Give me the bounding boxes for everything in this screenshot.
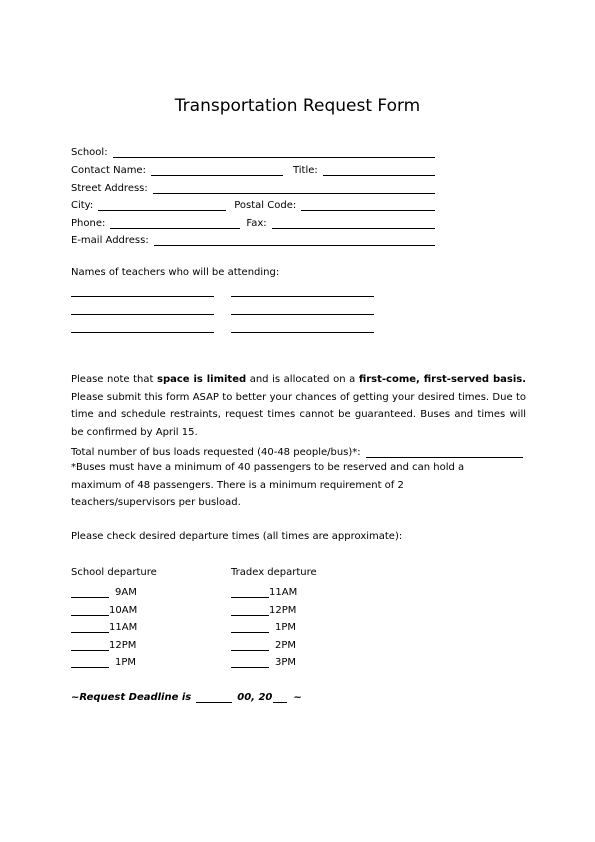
time-label: 3PM: [275, 657, 297, 669]
postal-code-label: Postal Code:: [234, 200, 297, 211]
note-paragraph: [71, 371, 526, 441]
departure-time-option[interactable]: [71, 637, 171, 651]
departure-time-option[interactable]: [231, 584, 331, 598]
teacher-name-field[interactable]: [71, 332, 214, 333]
phone-row: [71, 213, 435, 229]
departure-time-option[interactable]: [231, 602, 331, 616]
time-checkbox-line[interactable]: [71, 622, 109, 633]
school-departure-heading: School departure: [71, 567, 157, 578]
bus-loads-row: [71, 442, 523, 458]
time-checkbox-line[interactable]: [231, 657, 269, 668]
email-label: E-mail Address:: [71, 235, 149, 246]
fax-label: Fax:: [246, 218, 267, 229]
departure-time-option[interactable]: [71, 654, 171, 668]
time-checkbox-line[interactable]: [231, 587, 269, 598]
time-label: 2PM: [275, 639, 297, 651]
contact-name-label: Contact Name:: [71, 165, 146, 176]
teachers-heading: Names of teachers who will be attending:: [71, 267, 280, 278]
time-label: 9AM: [115, 587, 137, 598]
form-title: Transportation Request Form: [174, 96, 421, 116]
departure-time-option[interactable]: [71, 584, 171, 598]
bus-footnote: *Buses must have a minimum of 40 passengers to be reserved and can hold a maximum of 48 passengers. There is a minimum requirement of 2 teachers/supervisors per busload.: [71, 462, 465, 508]
school-field[interactable]: [113, 147, 435, 158]
street-address-label: Street Address:: [71, 183, 148, 194]
space-notice: Please note that space is limited and is allocated on a first-come, first-served basis. Please submit this form ASAP to better your chances of getting your desired times. Due to time and schedule restraints, request times cannot be guaranteed. Buses and times will be confirmed by April 15.: [71, 374, 526, 438]
street-row: [71, 178, 435, 194]
departure-time-option[interactable]: [71, 619, 171, 633]
bus-loads-field[interactable]: [366, 447, 523, 458]
time-label: 11AM: [269, 587, 298, 598]
departure-time-option[interactable]: [71, 602, 171, 616]
bus-loads-label: Total number of bus loads requested (40-48 people/bus)*:: [71, 447, 361, 458]
departure-time-option[interactable]: [231, 637, 331, 651]
deadline-month-field[interactable]: [196, 692, 232, 703]
title-field[interactable]: [323, 165, 435, 176]
city-row: [71, 195, 435, 211]
teacher-name-field[interactable]: [71, 296, 214, 297]
time-label: 12PM: [269, 604, 297, 616]
contact-row: [71, 160, 435, 176]
deadline-year-field[interactable]: [273, 692, 287, 703]
school-row: [71, 142, 435, 158]
time-label: 11AM: [109, 622, 138, 634]
phone-field[interactable]: [110, 218, 240, 229]
time-checkbox-line[interactable]: [71, 657, 109, 668]
teacher-name-field[interactable]: [71, 314, 214, 315]
fax-field[interactable]: [272, 218, 435, 229]
phone-label: Phone:: [71, 218, 106, 229]
postal-code-field[interactable]: [301, 200, 435, 211]
teacher-name-field[interactable]: [231, 332, 374, 333]
time-label: 10AM: [109, 604, 138, 616]
city-field[interactable]: [98, 200, 226, 211]
time-checkbox-line[interactable]: [71, 605, 109, 616]
time-checkbox-line[interactable]: [71, 587, 109, 598]
time-checkbox-line[interactable]: [231, 640, 269, 651]
times-heading: Please check desired departure times (all times are approximate):: [71, 531, 403, 542]
time-checkbox-line[interactable]: [231, 622, 269, 633]
street-address-field[interactable]: [153, 183, 435, 194]
time-checkbox-line[interactable]: [231, 605, 269, 616]
city-label: City:: [71, 200, 94, 211]
teacher-name-field[interactable]: [231, 296, 374, 297]
time-label: 12PM: [109, 639, 137, 651]
school-label: School:: [71, 147, 108, 158]
email-row: [71, 230, 435, 246]
time-label: 1PM: [275, 622, 297, 634]
email-field[interactable]: [154, 235, 435, 246]
departure-time-option[interactable]: [231, 619, 331, 633]
title-label: Title:: [292, 165, 318, 176]
tradex-departure-heading: Tradex departure: [231, 567, 317, 578]
time-label: 1PM: [115, 657, 137, 669]
teacher-name-field[interactable]: [231, 314, 374, 315]
contact-name-field[interactable]: [151, 165, 283, 176]
time-checkbox-line[interactable]: [71, 640, 109, 651]
request-deadline: ~Request Deadline is 00, 20 ~: [71, 692, 302, 703]
departure-time-option[interactable]: [231, 654, 331, 668]
